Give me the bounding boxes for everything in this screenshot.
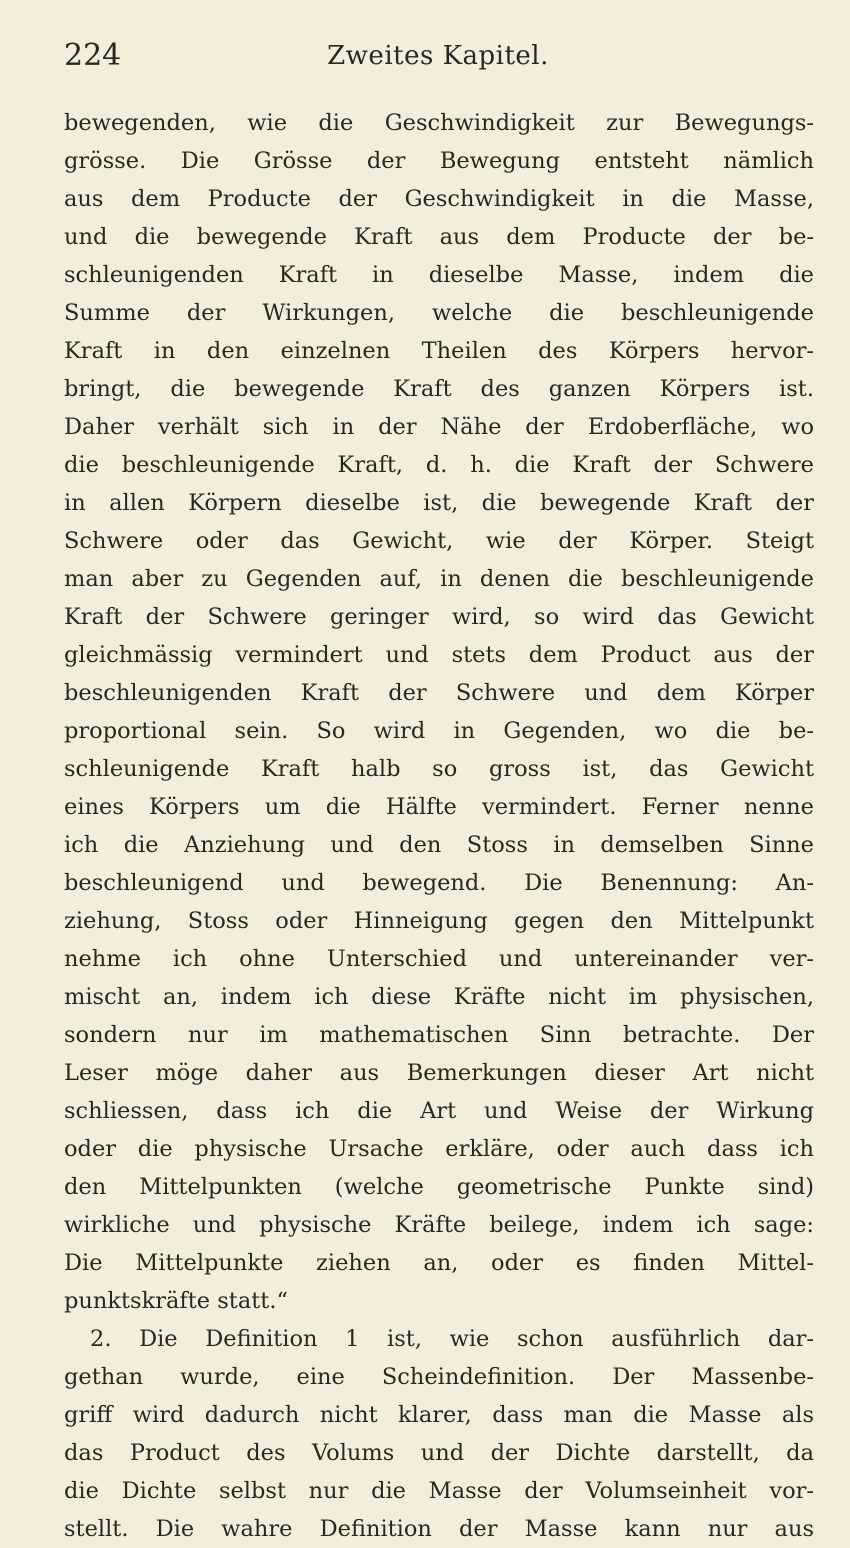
text-line: schliessen, dass ich die Art und Weise der Wirkung [64, 1098, 814, 1124]
text-line: schleunigenden Kraft in dieselbe Masse, indem die [64, 262, 814, 288]
text-line: den Mittelpunkten (welche geometrische Punkte sind) [64, 1174, 814, 1200]
text-line: gethan wurde, eine Scheindefinition. Der Massenbe- [64, 1364, 814, 1390]
text-line: Die Mittelpunkte ziehen an, oder es finden Mittel- [64, 1250, 814, 1276]
text-line: die Dichte selbst nur die Masse der Volumseinheit vor- [64, 1478, 814, 1504]
text-line: Leser möge daher aus Bemerkungen dieser Art nicht [64, 1060, 814, 1086]
text-line: beschleunigend und bewegend. Die Benennung: An- [64, 870, 814, 896]
body-text [64, 104, 814, 1548]
text-line: beschleunigenden Kraft der Schwere und dem Körper [64, 680, 814, 706]
text-line: Kraft in den einzelnen Theilen des Körpers hervor- [64, 338, 814, 364]
text-line: stellt. Die wahre Definition der Masse kann nur aus [64, 1516, 814, 1542]
text-line: Kraft der Schwere geringer wird, so wird das Gewicht [64, 604, 814, 630]
text-line: sondern nur im mathematischen Sinn betrachte. Der [64, 1022, 814, 1048]
text-line: bringt, die bewegende Kraft des ganzen Körpers ist. [64, 376, 814, 402]
page-number: 224 [64, 38, 122, 73]
numbered-paragraph-start: 2. Die Definition 1 ist, wie schon ausführlich dar- [90, 1326, 814, 1352]
text-line: bewegenden, wie die Geschwindigkeit zur Bewegungs- [64, 110, 814, 136]
text-line: ziehung, Stoss oder Hinneigung gegen den Mittelpunkt [64, 908, 814, 934]
text-line: in allen Körpern dieselbe ist, die bewegende Kraft der [64, 490, 814, 516]
running-title: Zweites Kapitel. [327, 41, 549, 71]
text-line: oder die physische Ursache erkläre, oder auch dass ich [64, 1136, 814, 1162]
text-line: die beschleunigende Kraft, d. h. die Kraft der Schwere [64, 452, 814, 478]
text-line: man aber zu Gegenden auf, in denen die beschleunigende [64, 566, 814, 592]
text-line: nehme ich ohne Unterschied und untereinander ver- [64, 946, 814, 972]
text-line: aus dem Producte der Geschwindigkeit in die Masse, [64, 186, 814, 212]
text-line: proportional sein. So wird in Gegenden, wo die be- [64, 718, 814, 744]
paragraph-end-line: punktskräfte statt.“ [64, 1288, 288, 1314]
text-line: grösse. Die Grösse der Bewegung entsteht nämlich [64, 148, 814, 174]
running-head [64, 36, 812, 84]
text-line: Schwere oder das Gewicht, wie der Körper. Steigt [64, 528, 814, 554]
text-line: eines Körpers um die Hälfte vermindert. Ferner nenne [64, 794, 814, 820]
text-line: Daher verhält sich in der Nähe der Erdoberfläche, wo [64, 414, 814, 440]
text-line: schleunigende Kraft halb so gross ist, das Gewicht [64, 756, 814, 782]
text-line: gleichmässig vermindert und stets dem Product aus der [64, 642, 814, 668]
text-line: wirkliche und physische Kräfte beilege, indem ich sage: [64, 1212, 814, 1238]
text-line: und die bewegende Kraft aus dem Producte der be- [64, 224, 814, 250]
text-line: Summe der Wirkungen, welche die beschleunigende [64, 300, 814, 326]
text-line: mischt an, indem ich diese Kräfte nicht im physischen, [64, 984, 814, 1010]
text-line: ich die Anziehung und den Stoss in demselben Sinne [64, 832, 814, 858]
text-line: griff wird dadurch nicht klarer, dass man die Masse als [64, 1402, 814, 1428]
text-line: das Product des Volums und der Dichte darstellt, da [64, 1440, 814, 1466]
